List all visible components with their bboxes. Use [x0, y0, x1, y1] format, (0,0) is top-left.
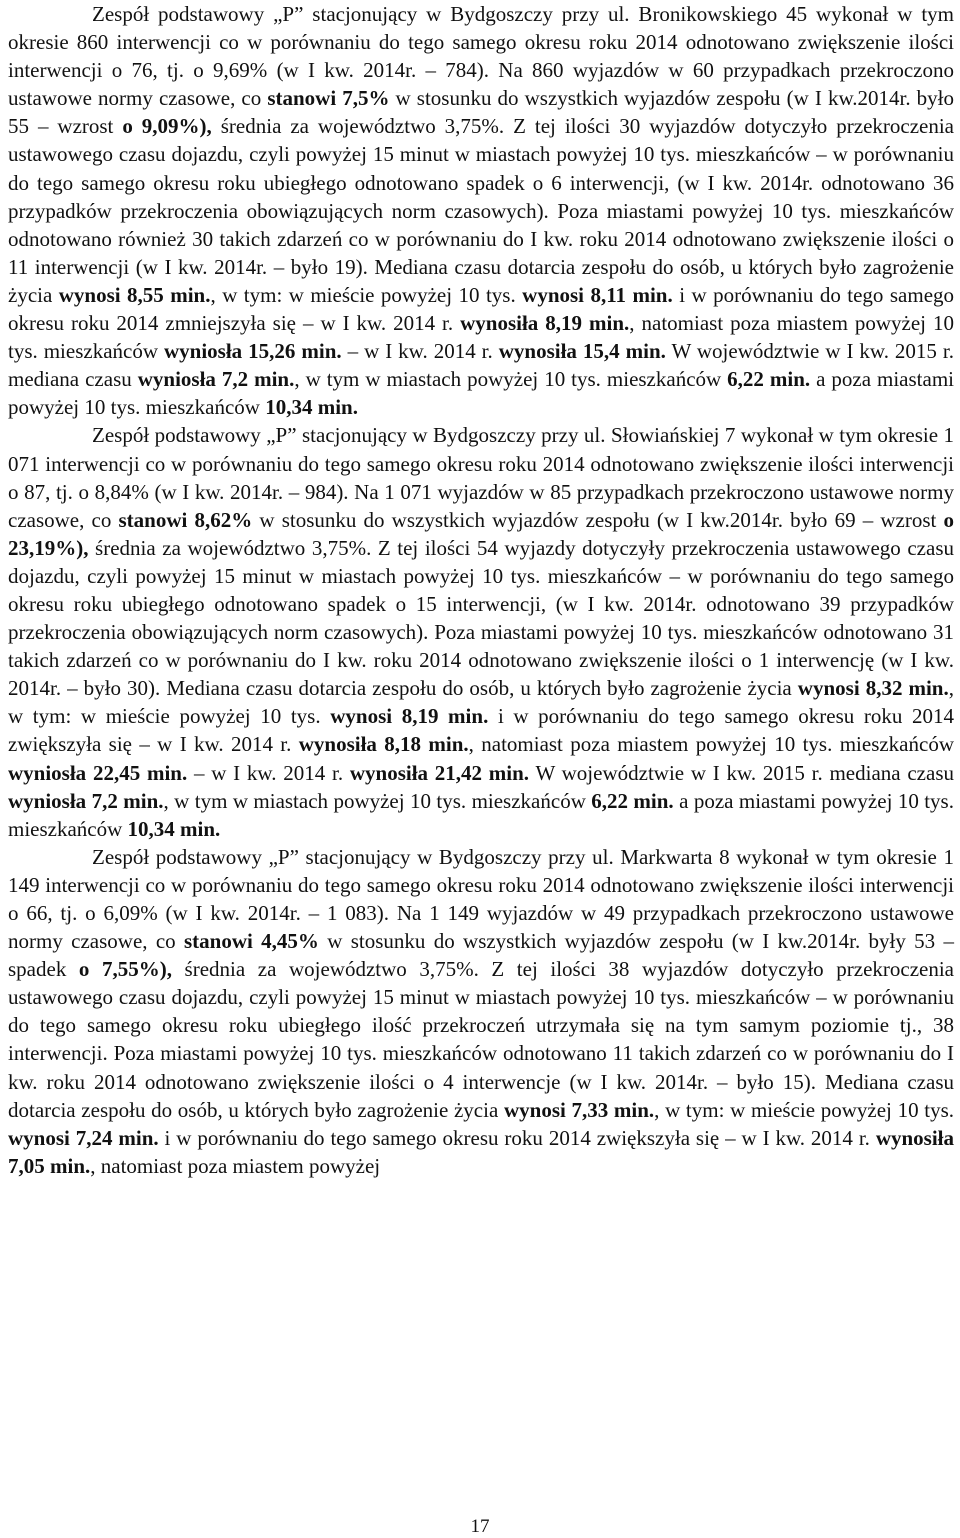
bold-text: wyniosła 7,2 min.	[137, 367, 295, 392]
bold-text: o 7,55%),	[78, 957, 172, 982]
document-body	[8, 0, 954, 1180]
text-run: – w I kw. 2014 r.	[341, 339, 499, 364]
text-run: i w porównaniu do tego samego okresu roku 2014 zwiększyła się – w I kw. 2014 r.	[158, 1125, 876, 1150]
text-run: średnia za województwo 3,75%. Z tej ilości 30 wyjazdów dotyczyło przekroczenia ustawowego czasu dojazdu, czyli powyżej 15 minut w miastach powyżej 10 tys. mieszkańców – w porównaniu do tego samego okresu roku ubiegłego odnotowano spadek o 6 interwencji, (w I kw. 2014r. odnotowano 36 przypadków przekroczenia obowiązujących norm czasowych). Poza miastami powyżej 10 tys. mieszkańców odnotowano również 30 takich zdarzeń co w porównaniu do I kw. roku 2014 odnotowano zwiększenie ilości o 11 interwencji (w I kw. 2014r. – było 19). Mediana czasu dotarcia zespołu do osób, u których było zagrożenie życia	[8, 114, 954, 307]
paragraph	[8, 421, 954, 842]
text-run: Zespół podstawowy „P” stacjonujący w Bydgoszczy przy ul. Słowiańskiej 7 wykonał w tym okresie 1 071 interwencji co w porównaniu do tego samego okresu roku 2014 odnotowano zwiększenie ilości interwencji o 87, tj. o 8,84% (w I kw. 2014r. – 984). Na 1 071 wyjazdów w 85 przypadkach przekroczono ustawowe normy czasowe, co	[8, 423, 954, 532]
text-run: , w tym w miastach powyżej 10 tys. mieszkańców	[294, 367, 728, 392]
bold-text: stanowi 7,5%	[267, 86, 390, 111]
bold-text: 6,22 min.	[727, 367, 811, 392]
text-run: a poza miastami powyżej 10 tys. mieszkańców	[8, 788, 954, 841]
text-run: – w I kw. 2014 r.	[187, 760, 350, 785]
text-run: i w porównaniu do tego samego okresu roku 2014 zwiększyła się – w I kw. 2014 r.	[8, 704, 955, 757]
bold-text: wynosiła 7,05 min.	[8, 1125, 954, 1178]
text-run: a poza miastami powyżej 10 tys. mieszkańców	[8, 367, 954, 420]
text-run: , natomiast poza miastem powyżej 10 tys. mieszkańców	[468, 732, 954, 757]
text-run: Zespół podstawowy „P” stacjonujący w Bydgoszczy przy ul. Bronikowskiego 45 wykonał w tym okresie 860 interwencji co w porównaniu do tego samego okresu roku 2014 odnotowano zwiększenie ilości interwencji o 76, tj. o 9,69% (w I kw. 2014r. – 784). Na 860 wyjazdów w 60 przypadkach przekroczono ustawowe normy czasowe, co	[8, 2, 954, 111]
bold-text: wynosi 8,55 min.	[58, 282, 211, 307]
text-run: w stosunku do wszystkich wyjazdów zespołu (w I kw.2014r. było 69 – wzrost	[252, 507, 944, 532]
bold-text: wynosi 8,19 min.	[330, 704, 489, 729]
text-run: w stosunku do wszystkich wyjazdów zespołu (w I kw.2014r. było 55 – wzrost	[8, 86, 954, 139]
text-run: W województwie w I kw. 2015 r. mediana czasu	[529, 760, 954, 785]
text-run: , w tym w miastach powyżej 10 tys. mieszkańców	[163, 788, 592, 813]
bold-text: wyniosła 22,45 min.	[8, 760, 188, 785]
text-run: , natomiast poza miastem powyżej	[90, 1153, 381, 1178]
page-number: 17	[470, 1516, 490, 1537]
bold-text: wyniosła 7,2 min.	[8, 788, 164, 813]
bold-text: wyniosła 15,26 min.	[164, 339, 342, 364]
text-run: , w tym: w mieście powyżej 10 tys.	[210, 282, 523, 307]
bold-text: stanowi 8,62%	[118, 507, 253, 532]
text-run: , w tym: w mieście powyżej 10 tys.	[654, 1097, 954, 1122]
text-run: i w porównaniu do tego samego okresu roku 2014 zmniejszyła się – w I kw. 2014 r.	[8, 282, 955, 336]
bold-text: o 9,09%),	[122, 114, 212, 139]
bold-text: 6,22 min.	[591, 788, 674, 813]
paragraph	[8, 0, 954, 421]
bold-text: stanowi 4,45%	[183, 929, 319, 954]
bold-text: wynosiła 15,4 min.	[498, 339, 666, 364]
bold-text: o 23,19%),	[8, 507, 954, 560]
bold-text: wynosiła 21,42 min.	[349, 760, 530, 785]
text-run: W województwie w I kw. 2015 r. mediana czasu	[8, 339, 954, 392]
text-run: , w tym: w mieście powyżej 10 tys.	[8, 676, 954, 729]
bold-text: wynosi 8,32 min.	[797, 676, 949, 701]
text-run: średnia za województwo 3,75%. Z tej ilości 54 wyjazdy dotyczyły przekroczenia ustawowego czasu dojazdu, czyli powyżej 15 minut w miastach powyżej 10 tys. mieszkańców – w porównaniu do tego samego okresu roku ubiegłego odnotowano spadek o 15 interwencji, (w I kw. 2014r. odnotowano 39 przypadków przekroczenia obowiązujących norm czasowych). Poza miastami powyżej 10 tys. mieszkańców odnotowano 31 takich zdarzeń co w porównaniu do I kw. roku 2014 odnotowano zwiększenie ilości o 1 interwencję (w I kw. 2014r. – było 30). Mediana czasu dotarcia zespołu do osób, u których było zagrożenie życia	[8, 535, 954, 701]
bold-text: wynosi 7,33 min.	[503, 1097, 655, 1122]
bold-text: wynosiła 8,18 min.	[298, 732, 469, 757]
paragraph	[8, 843, 954, 1180]
text-run: Zespół podstawowy „P” stacjonujący w Bydgoszczy przy ul. Markwarta 8 wykonał w tym okresie 1 149 interwencji co w porównaniu do tego samego okresu roku 2014 odnotowano zwiększenie ilości interwencji o 66, tj. o 6,09% (w I kw. 2014r. – 1 083). Na 1 149 wyjazdów w 49 przypadkach przekroczono ustawowe normy czasowe, co	[8, 844, 954, 954]
text-run: średnia za województwo 3,75%. Z tej ilości 38 wyjazdów dotyczyło przekroczenia ustawowego czasu dojazdu, czyli powyżej 15 minut w miastach powyżej 10 tys. mieszkańców – w porównaniu do tego samego okresu roku ubiegłego ilość przekroczeń utrzymała się na tym samym poziomie tj., 38 interwencji. Poza miastami powyżej 10 tys. mieszkańców odnotowano 11 takich zdarzeń co w porównaniu do I kw. roku 2014 odnotowano zwiększenie ilości o 4 interwencje (w I kw. 2014r. – było 15). Mediana czasu dotarcia zespołu do osób, u których było zagrożenie życia	[8, 957, 954, 1122]
bold-text: 10,34 min.	[127, 816, 221, 841]
document-page	[8, 0, 954, 1180]
bold-text: wynosi 8,11 min.	[522, 282, 673, 307]
bold-text: wynosiła 8,19 min.	[460, 311, 630, 336]
bold-text: 10,34 min.	[265, 395, 358, 420]
bold-text: wynosi 7,24 min.	[8, 1125, 159, 1150]
text-run: w stosunku do wszystkich wyjazdów zespołu (w I kw.2014r. były 53 – spadek	[8, 929, 954, 982]
text-run: , natomiast poza miastem powyżej 10 tys. mieszkańców	[8, 311, 954, 364]
